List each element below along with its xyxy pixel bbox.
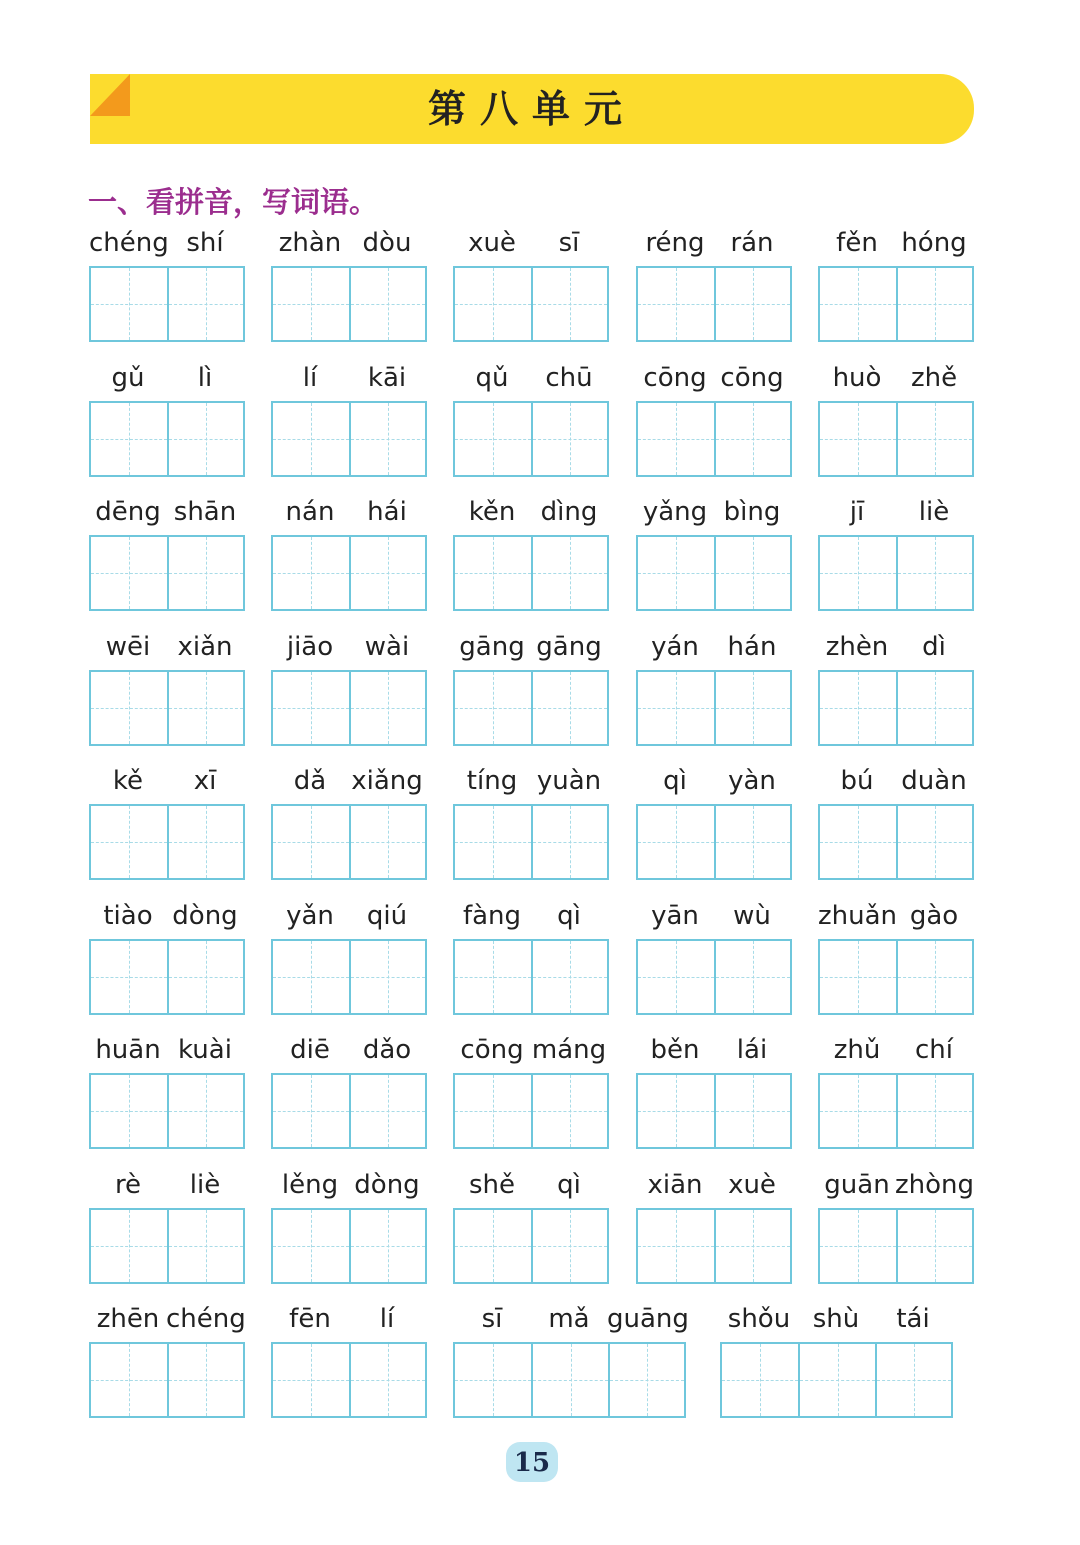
writing-box[interactable] [455,403,531,475]
writing-box[interactable] [531,806,607,878]
writing-box[interactable] [167,672,243,744]
writing-box[interactable] [531,268,607,340]
writing-box-group [453,401,609,477]
writing-box[interactable] [531,537,607,609]
writing-box-group [271,1073,427,1149]
writing-box[interactable] [91,1210,167,1282]
writing-box-group [818,939,974,1015]
writing-box[interactable] [714,268,790,340]
writing-box-group [636,266,792,342]
pinyin-syllable: kě [112,766,144,796]
pinyin-syllable: wù [733,901,771,931]
page-number: 15 [513,1448,551,1478]
writing-box-group [271,804,427,880]
pinyin-syllable: shān [173,497,237,527]
pinyin-syllable: rán [730,228,774,258]
writing-box[interactable] [820,941,896,1013]
writing-box[interactable] [820,1210,896,1282]
writing-box-group [453,939,609,1015]
writing-box[interactable] [714,1075,790,1147]
writing-box-group [453,1073,609,1149]
writing-box[interactable] [638,1210,714,1282]
pinyin-syllable: yàn [728,766,776,796]
writing-box[interactable] [273,1075,349,1147]
pinyin-syllable: dìng [540,497,598,527]
writing-box[interactable] [91,806,167,878]
pinyin-syllable: běn [650,1035,700,1065]
pinyin-syllable: dòng [172,901,238,931]
writing-box-group [636,804,792,880]
writing-box[interactable] [349,403,425,475]
writing-box[interactable] [531,1344,607,1416]
pinyin-syllable: hái [367,497,407,527]
pinyin-syllable: cōng [460,1035,524,1065]
pinyin-syllable: yán [651,632,699,662]
writing-box[interactable] [455,1075,531,1147]
writing-box-group [818,1073,974,1149]
pinyin-syllable: fěn [836,228,878,258]
writing-box[interactable] [91,403,167,475]
writing-box-group [271,401,427,477]
pinyin-syllable: réng [645,228,705,258]
pinyin-syllable: zhàn [278,228,342,258]
writing-box[interactable] [273,806,349,878]
writing-box[interactable] [638,672,714,744]
writing-box[interactable] [91,941,167,1013]
writing-box[interactable] [896,941,972,1013]
writing-box[interactable] [820,806,896,878]
writing-box[interactable] [531,1210,607,1282]
pinyin-syllable: rè [114,1170,142,1200]
writing-box[interactable] [349,1075,425,1147]
pinyin-syllable: chū [545,363,593,393]
pinyin-syllable: yǎng [642,497,708,527]
writing-box[interactable] [91,1075,167,1147]
pinyin-syllable: dǎ [293,766,327,796]
pinyin-syllable: gāng [459,632,525,662]
writing-box[interactable] [896,1075,972,1147]
pinyin-syllable: chí [915,1035,953,1065]
writing-box[interactable] [638,268,714,340]
pinyin-syllable: kěn [468,497,516,527]
writing-box[interactable] [455,1210,531,1282]
pinyin-syllable: nán [285,497,335,527]
pinyin-syllable: máng [531,1035,607,1065]
pinyin-syllable: dēng [95,497,161,527]
pinyin-syllable: xiǎng [351,766,423,796]
writing-box[interactable] [714,806,790,878]
pinyin-syllable: dòng [354,1170,420,1200]
writing-box[interactable] [531,1075,607,1147]
pinyin-syllable: shǒu [727,1304,791,1334]
pinyin-syllable: qì [557,1170,581,1200]
pinyin-syllable: huò [832,363,882,393]
writing-box[interactable] [349,941,425,1013]
pinyin-syllable: sī [481,1304,503,1334]
writing-box-group [818,1208,974,1284]
pinyin-syllable: xī [193,766,217,796]
pinyin-syllable: qì [557,901,581,931]
pinyin-syllable: qǔ [475,363,509,393]
pinyin-syllable: tái [896,1304,930,1334]
writing-box-group [636,401,792,477]
pinyin-syllable: hán [727,632,777,662]
writing-box[interactable] [167,806,243,878]
pinyin-syllable: chéng [89,228,169,258]
writing-box[interactable] [273,268,349,340]
pinyin-syllable: huān [95,1035,161,1065]
writing-box[interactable] [820,268,896,340]
pinyin-syllable: lì [197,363,213,393]
writing-box-group [720,1342,953,1418]
pinyin-syllable: gào [909,901,959,931]
pinyin-syllable: lí [379,1304,395,1334]
writing-box[interactable] [638,806,714,878]
writing-box[interactable] [875,1344,951,1416]
writing-box[interactable] [349,672,425,744]
writing-box-group [453,535,609,611]
pinyin-syllable: lěng [281,1170,339,1200]
writing-box[interactable] [167,537,243,609]
writing-box[interactable] [455,1344,531,1416]
pinyin-syllable: wài [364,632,410,662]
pinyin-syllable: bìng [723,497,781,527]
writing-box-group [818,266,974,342]
writing-box[interactable] [714,672,790,744]
writing-box[interactable] [896,537,972,609]
pinyin-syllable: qiú [366,901,408,931]
pinyin-syllable: bú [840,766,874,796]
writing-box[interactable] [349,268,425,340]
writing-box[interactable] [638,941,714,1013]
pinyin-syllable: shí [186,228,224,258]
writing-box[interactable] [349,1344,425,1416]
writing-box-group [271,1342,427,1418]
writing-box[interactable] [714,941,790,1013]
pinyin-syllable: dì [922,632,946,662]
writing-box[interactable] [638,1075,714,1147]
exercise-heading: 一、看拼音，写词语。 [88,185,379,219]
writing-box-group [271,266,427,342]
pinyin-syllable: cōng [643,363,707,393]
writing-box[interactable] [896,806,972,878]
writing-box[interactable] [531,672,607,744]
writing-box-group [89,1208,245,1284]
writing-box-group [271,670,427,746]
writing-box[interactable] [896,268,972,340]
writing-box-group [818,670,974,746]
pinyin-syllable: sī [558,228,580,258]
writing-box-group [271,1208,427,1284]
pinyin-syllable: wēi [105,632,151,662]
pinyin-syllable: dǎo [362,1035,412,1065]
pinyin-syllable: lái [736,1035,768,1065]
writing-box[interactable] [273,672,349,744]
writing-box[interactable] [638,537,714,609]
pinyin-syllable: yān [651,901,699,931]
writing-box-group [818,804,974,880]
writing-box[interactable] [896,672,972,744]
writing-box[interactable] [714,1210,790,1282]
writing-box-group [636,1073,792,1149]
writing-box[interactable] [349,806,425,878]
writing-box-group [453,1342,686,1418]
writing-box[interactable] [896,403,972,475]
pinyin-syllable: liè [918,497,950,527]
pinyin-syllable: xuè [468,228,516,258]
pinyin-syllable: liè [189,1170,221,1200]
writing-box[interactable] [798,1344,874,1416]
writing-box[interactable] [167,1075,243,1147]
writing-box[interactable] [896,1210,972,1282]
writing-box[interactable] [531,941,607,1013]
writing-box[interactable] [167,1210,243,1282]
pinyin-syllable: xiǎn [177,632,233,662]
writing-box[interactable] [722,1344,798,1416]
writing-box[interactable] [820,1075,896,1147]
writing-box[interactable] [273,1210,349,1282]
writing-box-group [636,535,792,611]
pinyin-syllable: xiān [647,1170,703,1200]
pinyin-syllable: gǔ [111,363,145,393]
writing-box-group [818,535,974,611]
pinyin-syllable: duàn [901,766,967,796]
pinyin-syllable: diē [290,1035,330,1065]
pinyin-syllable: chéng [166,1304,246,1334]
pinyin-syllable: kuài [178,1035,232,1065]
writing-box[interactable] [91,537,167,609]
pinyin-syllable: shě [468,1170,516,1200]
writing-box[interactable] [273,1344,349,1416]
writing-box[interactable] [167,941,243,1013]
pinyin-syllable: tiào [103,901,153,931]
writing-box-group [453,804,609,880]
pinyin-syllable: tíng [466,766,518,796]
writing-box[interactable] [91,1344,167,1416]
pinyin-syllable: jiāo [286,632,334,662]
pinyin-syllable: yuàn [536,766,602,796]
pinyin-syllable: fēn [289,1304,331,1334]
pinyin-syllable: yǎn [286,901,334,931]
writing-box-group [453,670,609,746]
pinyin-syllable: zhèn [825,632,889,662]
pinyin-syllable: qì [663,766,687,796]
pinyin-syllable: zhēn [96,1304,160,1334]
writing-box[interactable] [820,672,896,744]
pinyin-syllable: hóng [901,228,967,258]
writing-box-group [89,266,245,342]
writing-box[interactable] [349,1210,425,1282]
writing-box[interactable] [455,672,531,744]
pinyin-syllable: gāng [536,632,602,662]
writing-box-group [89,401,245,477]
writing-box[interactable] [820,403,896,475]
writing-box[interactable] [714,537,790,609]
pinyin-syllable: xuè [728,1170,776,1200]
writing-box-group [89,535,245,611]
writing-box-group [636,1208,792,1284]
pinyin-syllable: shù [812,1304,860,1334]
writing-box[interactable] [455,806,531,878]
writing-box-group [89,1073,245,1149]
writing-box[interactable] [638,403,714,475]
writing-box[interactable] [531,403,607,475]
writing-box-group [89,939,245,1015]
pinyin-syllable: fàng [462,901,522,931]
writing-box[interactable] [167,1344,243,1416]
pinyin-syllable: zhòng [895,1170,975,1200]
pinyin-syllable: zhǔ [833,1035,881,1065]
pinyin-syllable: kāi [367,363,407,393]
pinyin-syllable: cōng [720,363,784,393]
writing-box[interactable] [714,403,790,475]
pinyin-syllable: dòu [362,228,412,258]
writing-box[interactable] [820,537,896,609]
unit-title: 第八单元 [427,87,636,131]
writing-box-group [636,939,792,1015]
pinyin-syllable: lí [302,363,318,393]
writing-box[interactable] [91,672,167,744]
writing-box[interactable] [91,268,167,340]
writing-box[interactable] [273,537,349,609]
writing-box-group [818,401,974,477]
writing-box[interactable] [455,941,531,1013]
writing-box[interactable] [273,403,349,475]
writing-box[interactable] [273,941,349,1013]
writing-box-group [271,939,427,1015]
writing-box-group [453,266,609,342]
writing-box[interactable] [608,1344,684,1416]
writing-box-group [89,804,245,880]
writing-box-group [453,1208,609,1284]
writing-box[interactable] [349,537,425,609]
pinyin-syllable: guān [824,1170,890,1200]
pinyin-syllable: zhě [910,363,958,393]
writing-box[interactable] [167,268,243,340]
pinyin-syllable: guāng [607,1304,689,1334]
pinyin-syllable: zhuǎn [818,901,898,931]
pinyin-syllable: mǎ [548,1304,590,1334]
writing-box-group [636,670,792,746]
writing-box-group [89,1342,245,1418]
writing-box-group [271,535,427,611]
writing-box[interactable] [167,403,243,475]
writing-box[interactable] [455,268,531,340]
pinyin-syllable: jī [849,497,865,527]
writing-box[interactable] [455,537,531,609]
writing-box-group [89,670,245,746]
